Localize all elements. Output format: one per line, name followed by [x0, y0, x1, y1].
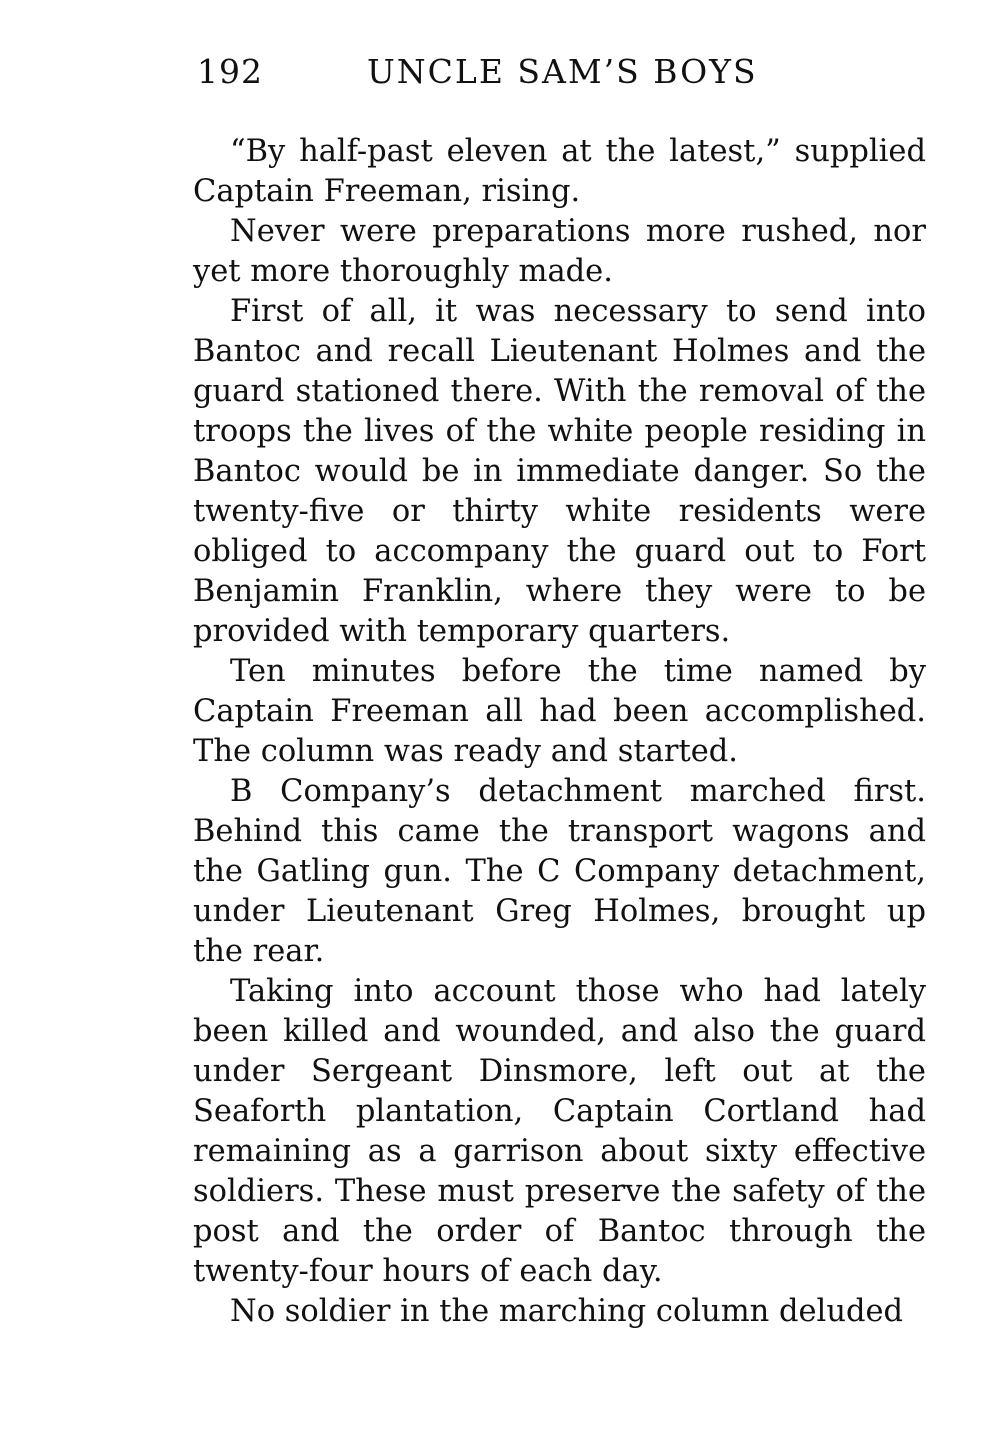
- body-text: [193, 132, 926, 1332]
- paragraph: Taking into account those who had lately been killed and wounded, and also the guard under Sergeant Dinsmore, left out at the Seaforth plantation, Captain Cortland had remaining as a garrison about sixty effective soldiers. These must preserve the safety of the post and the order of Bantoc through the twenty-four hours of each day.: [193, 974, 926, 1289]
- paragraph: B Company’s detachment marched first. Behind this came the transport wagons and the Gatling gun. The C Company detachment, under Lieutenant Greg Holmes, brought up the rear.: [193, 774, 926, 969]
- paragraph: No soldier in the marching column deluded: [230, 1294, 904, 1329]
- paragraph: Ten minutes before the time named by Captain Freeman all had been accomplished. The column was ready and started.: [193, 654, 926, 769]
- running-title: UNCLE SAM’S BOYS: [367, 52, 758, 91]
- paragraph: “By half-past eleven at the latest,” supplied Captain Freeman, rising.: [193, 134, 926, 209]
- page-header: [197, 50, 937, 94]
- page-number: 192: [197, 52, 263, 91]
- paragraph: First of all, it was necessary to send into Bantoc and recall Lieutenant Holmes and the guard stationed there. With the removal of the troops the lives of the white people residing in Bantoc would be in immediate danger. So the twenty-five or thirty white residents were obliged to accompany the guard out to Fort Benjamin Franklin, where they were to be provided with temporary quarters.: [193, 294, 926, 649]
- paragraph: Never were preparations more rushed, nor yet more thoroughly made.: [193, 214, 926, 289]
